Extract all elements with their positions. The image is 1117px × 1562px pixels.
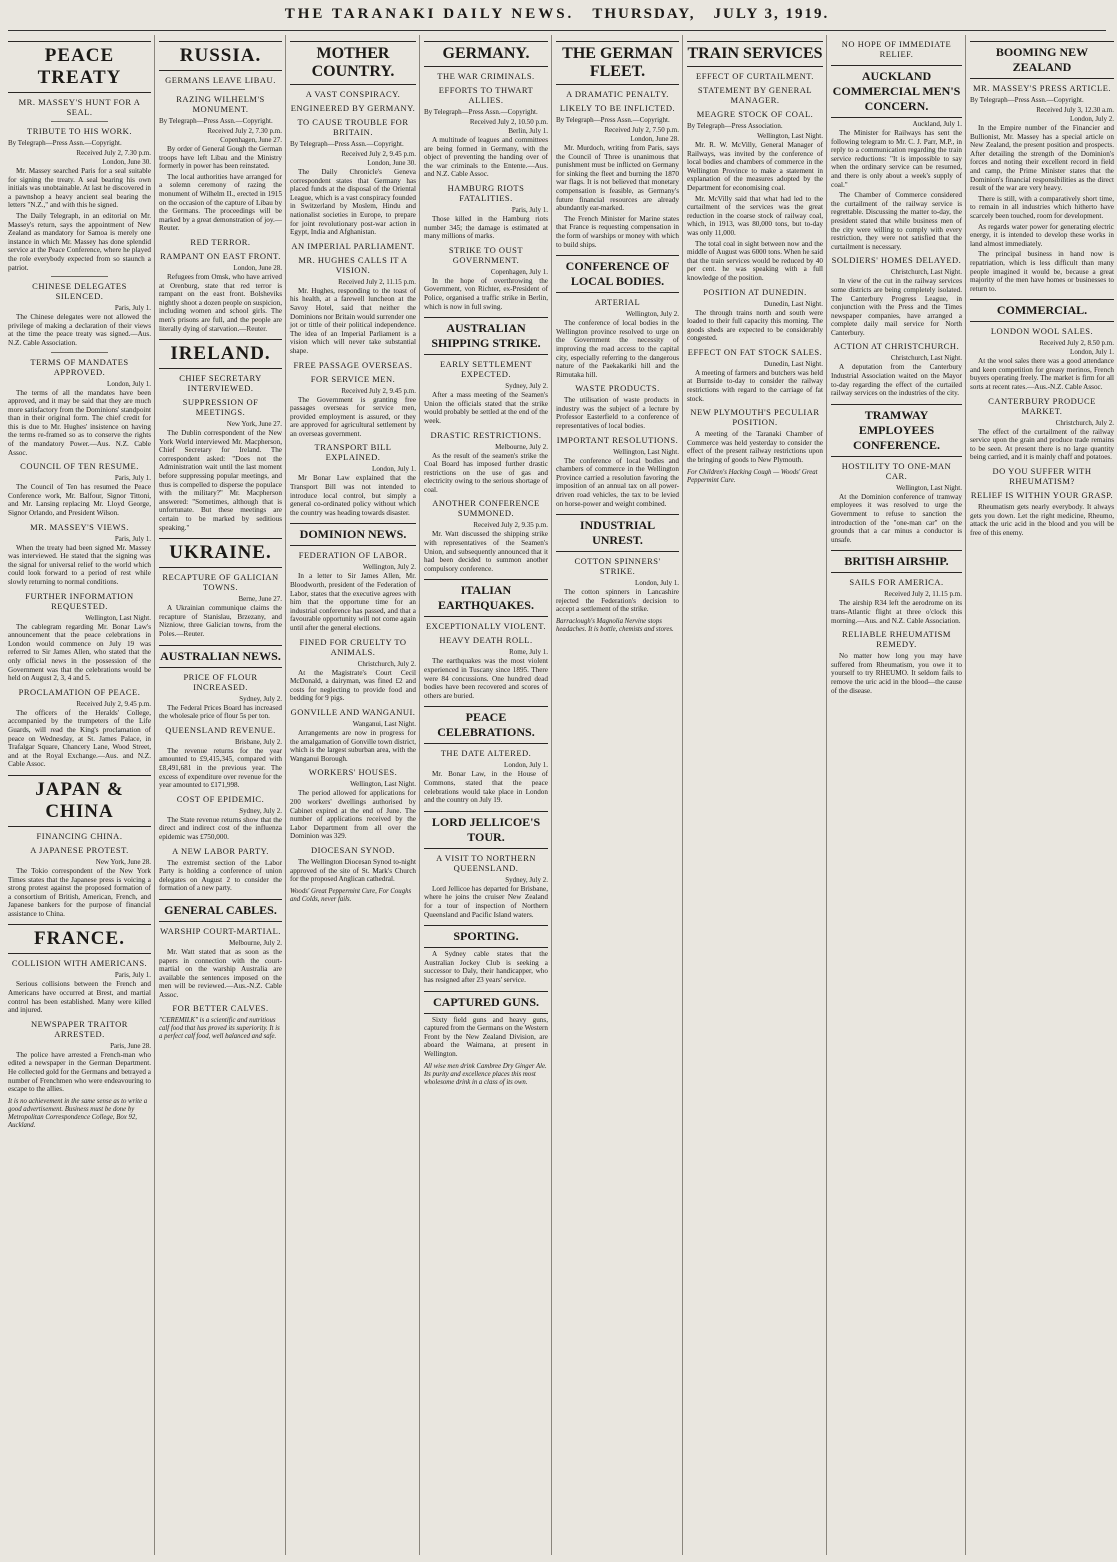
article-paragraph: The terms of all the mandates have been approved, and it may be said that they are much more satisfactory from the Dominions' standpoint than in their original form. The chief credit for this is due to Mr. Hughes' insistence on having the terms re-framed so as to conserve the rights of the mandatory Power.—Aus. N.Z. Cable Assoc. xyxy=(8,388,151,457)
dateline: London, June 28. xyxy=(233,263,282,272)
subhead: MR. MASSEY'S VIEWS. xyxy=(30,521,129,532)
article-paragraph: By order of General Gough the German troops have left Libau and the Ministry formerly in power has been reinstated. xyxy=(159,145,282,171)
article-paragraph: Rheumatism gets nearly everybody. It always gets you down. Let the right medicine, Rheumo, attack the uric acid in the blood and you will be free of this enemy. xyxy=(970,503,1114,537)
dateline: Wellington, July 2. xyxy=(362,563,416,572)
byline: By Telegraph—Press Assn.—Copyright. xyxy=(970,96,1084,104)
article-paragraph: In the Empire number of the Financier and Bullionist, Mr. Massey has a special article on New Zealand, the present position and prospects. After detailing the strength of the Dominion's forces and noting their excellent record in field and camp, the Prime Minister states that the Dominion's financial responsibilities as the direct result of the war are very heavy. xyxy=(970,124,1114,193)
dateline: Rome, July 1. xyxy=(509,648,548,657)
column-1 xyxy=(8,35,155,1555)
byline: By Telegraph—Press Assn.—Copyright. xyxy=(290,140,404,148)
subhead: RED TERROR. xyxy=(190,236,251,247)
subhead: STRIKE TO OUST GOVERNMENT. xyxy=(448,244,524,265)
article-paragraph: The Council of Ten has resumed the Peace Conference work, Mr. Balfour, Signor Tittoni, and Mr. Lansing replacing Mr. Lloyd George, Signor Orlando, and President Wilson. xyxy=(8,483,151,518)
subhead: FREE PASSAGE OVERSEAS. xyxy=(293,359,413,370)
article-paragraph: In the hope of overthrowing the Government, von Richter, ex-President of Police, organised a traffic strike in Berlin, which is now in full swing. xyxy=(424,276,548,311)
subhead: FOR SERVICE MEN. xyxy=(310,373,396,384)
issue-day: THURSDAY, xyxy=(592,6,696,22)
column-4 xyxy=(424,35,552,1555)
advertisement: Woods' Great Peppermint Cure, For Coughs and Colds, never fails. xyxy=(290,887,412,903)
subhead: FEDERATION OF LABOR. xyxy=(298,550,408,561)
dateline: Received July 2, 11.15 p.m. xyxy=(884,590,962,599)
divider xyxy=(196,89,245,90)
article-paragraph: The conference of local bodies and chambers of commerce in the Wellington Province carried a resolution favoring the imposition of an annual tax on all power-driven road vehicles, the tax to be levied on horse-power and weight combined. xyxy=(556,456,679,508)
article-paragraph: The cotton spinners in Lancashire rejected the Federation's decision to accept a settlement of the strike. xyxy=(556,588,679,614)
dateline: Auckland, July 1. xyxy=(912,120,962,128)
article-paragraph: At the wool sales there was a good attendance and keen competition for greasy merinos, French buyers operating freely. The market is firm for all sorts at recent rates.—Aus.-N.Z. Cable Assoc. xyxy=(970,357,1114,392)
dateline: London, July 1. xyxy=(504,761,548,770)
subhead: HEAVY DEATH ROLL. xyxy=(439,635,533,646)
subhead: RECAPTURE OF GALICIAN TOWNS. xyxy=(162,572,279,593)
dateline: Received July 2, 7.50 p.m. xyxy=(604,126,679,134)
headline-peace-celebrations: PEACE CELEBRATIONS. xyxy=(424,706,548,744)
subhead: NEW PLYMOUTH'S PECULIAR POSITION. xyxy=(690,407,820,428)
subhead: PROCLAMATION OF PEACE. xyxy=(18,686,141,697)
article-paragraph: The airship R34 left the aerodrome on its trans-Atlantic flight at three o'clock this morning.—Aus. and N.Z. Cable Association. xyxy=(831,599,962,625)
subhead: NEWSPAPER TRAITOR ARRESTED. xyxy=(31,1018,128,1039)
headline-japan-china: JAPAN & CHINA xyxy=(8,775,151,827)
headline-train-services: TRAIN SERVICES xyxy=(687,41,823,67)
subhead: EFFORTS TO THWART ALLIES. xyxy=(438,85,534,105)
subhead: MR. MASSEY'S PRESS ARTICLE. xyxy=(972,83,1112,93)
subhead: WORKERS' HOUSES. xyxy=(308,767,398,778)
subhead: ANOTHER CONFERENCE SUMMONED. xyxy=(432,498,540,519)
advertisement: "CEREMILK" is a scientific and nutritious calf food that has proved its superiority. It is a perfect calf food, well balanced and safe. xyxy=(159,1017,280,1041)
subhead: MR. MASSEY'S HUNT FOR A SEAL. xyxy=(18,97,141,117)
dateline: Sydney, July 2. xyxy=(505,875,548,884)
dateline: Paris, July 1. xyxy=(114,534,151,543)
headline-captured-guns: CAPTURED GUNS. xyxy=(424,991,548,1014)
article-paragraph: Lord Jellicoe has departed for Brisbane, where he joins the cruiser New Zealand for a tour of inspection of Northern Queensland and Pacific Island waters. xyxy=(424,884,548,919)
dateline: Received July 2, 11.15 p.m. xyxy=(338,277,416,286)
subhead: COST OF EPIDEMIC. xyxy=(176,793,265,804)
subhead: STATEMENT BY GENERAL MANAGER. xyxy=(697,85,813,105)
headline-germany: GERMANY. xyxy=(424,41,548,67)
subhead: FURTHER INFORMATION REQUESTED. xyxy=(25,590,134,611)
headline-conference-local-bodies: CONFERENCE OF LOCAL BODIES. xyxy=(556,255,679,293)
article-paragraph: A multitude of leagues and committees are being formed in Germany, with the object of preventing the handing over of the war criminals to the Entente.—Aus. and N.Z. Cable Assoc. xyxy=(424,136,548,179)
headline-german-fleet: THE GERMAN FLEET. xyxy=(556,41,679,85)
subhead: WARSHIP COURT-MARTIAL. xyxy=(160,925,281,936)
dateline: London, June 30. xyxy=(367,159,416,167)
article-paragraph: The Tokio correspondent of the New York Times states that the Japanese press is voicing a strong protest against the proposed formation of a consortium of British, American, French, and Japanese bankers for the purpose of financial assistance to China. xyxy=(8,866,151,918)
dateline: Melbourne, July 2. xyxy=(229,938,282,947)
subhead: TERMS OF MANDATES APPROVED. xyxy=(30,356,129,377)
subhead: LONDON WOOL SALES. xyxy=(990,326,1094,337)
headline-booming-new-zealand: BOOMING NEW ZEALAND xyxy=(970,41,1114,79)
article-paragraph: The total coal in sight between now and the middle of August was 6000 tons. When he said that the train services would be reduced by 40 per cent. he was speaking with a full knowledge of the position. xyxy=(687,239,823,282)
headline-dominion-news: DOMINION NEWS. xyxy=(290,523,416,546)
subhead: MEAGRE STOCK OF COAL. xyxy=(696,109,814,119)
dateline: Wellington, Last Night. xyxy=(613,447,679,456)
article-paragraph: When the treaty had been signed Mr. Massey was interviewed. He stated that the signing was the signal for universal relief to the world which could look forward to a period of rest while slowly returning to normal conditions. xyxy=(8,543,151,586)
headline-tramway-employees: TRAMWAY EMPLOYEES CONFERENCE. xyxy=(831,404,962,457)
article-paragraph: There is still, with a comparatively short time, to remain in all industries which hitherto have scarcely been touched, room for development. xyxy=(970,194,1114,220)
article-paragraph: Mr. Murdoch, writing from Paris, says the Council of Three is unanimous that punishment must be inflicted on Germany for sinking the fleet and burning the 1870 war flags. It is not believed that monetary compensation is feasible, as Germany's future financial resources are already abundantly ear-marked. xyxy=(556,144,679,213)
article-paragraph: Arrangements are now in progress for the amalgamation of Gonville town district, which is the largest suburban area, with the Wanganui Borough. xyxy=(290,728,416,763)
column-3 xyxy=(290,35,420,1555)
subhead: RELIEF IS WITHIN YOUR GRASP. xyxy=(970,490,1114,501)
subhead: GONVILLE AND WANGANUI. xyxy=(290,706,416,717)
dateline: Paris, June 28. xyxy=(110,1041,151,1050)
dateline: Christchurch, July 2. xyxy=(1055,418,1114,427)
dateline: Paris, July 1. xyxy=(511,205,548,214)
dateline: Received July 2, 9.35 p.m. xyxy=(473,521,548,530)
article-paragraph: The earthquakes was the most violent experienced in Tuscany since 1895. There were 84 concussions. One hundred dead bodies have been recovered and scores of others are buried. xyxy=(424,657,548,700)
subhead: DIOCESAN SYNOD. xyxy=(310,844,395,855)
article-paragraph: Sixty field guns and heavy guns, captured from the Germans on the Western Front by the New Zealand Division, are aboard the Waimana, at present in Wellington. xyxy=(424,1015,548,1058)
byline: By Telegraph—Press Assn.—Copyright. xyxy=(8,139,122,147)
advertisement: It is no achievement in the same sense as to write a good advertisement. Business must be done by Metropolitan Correspondence College, Box 92, Auckland. xyxy=(8,1097,148,1129)
subhead: RELIABLE RHEUMATISM REMEDY. xyxy=(842,629,951,650)
subhead: SOLDIERS' HOMES DELAYED. xyxy=(831,255,962,266)
subhead: TRIBUTE TO HIS WORK. xyxy=(27,126,132,136)
subhead: CHIEF SECRETARY INTERVIEWED. xyxy=(179,373,262,394)
columns xyxy=(8,35,1114,1555)
article-paragraph: The State revenue returns show that the direct and indirect cost of the influenza epidemic was £750,000. xyxy=(159,815,282,841)
article-paragraph: Mr. McVilly said that what had led to the curtailment of the services was the great reduction in the coarse stock of railway coal, which, in 1913, was 80,000 tons, but to-day was only 11,000. xyxy=(687,194,823,237)
subhead: THE WAR CRIMINALS. xyxy=(437,71,535,81)
article-paragraph: Mr. Massey searched Paris for a seal suitable for signing the treaty. A seal bearing his own initials was unobtainable. At last he discovered in a pawnshop a heavy ancient seal bearing the letters "N.Z.," and with this he signed. xyxy=(8,167,151,210)
article-paragraph: A deputation from the Canterbury Industrial Association waited on the Mayor to-day regarding the effect of the curtailed railway services on the industries of the city. xyxy=(831,363,962,398)
article-paragraph: The period allowed for applications for 200 workers' dwellings authorised by Cabinet expired at the end of June. The number of applications received by the Labor Department from all over the Dominion was 329. xyxy=(290,789,416,841)
dateline: Christchurch, July 2. xyxy=(357,659,416,668)
advertisement: Barraclough's Magnolia Nervine stops headaches. It is bottle, chemists and stores. xyxy=(556,618,674,633)
issue-date: JULY 3, 1919. xyxy=(713,6,830,22)
advertisement: All wise men drink Cambree Dry Ginger Ale. Its purity and excellence places this most wholesome drink in a class of its own. xyxy=(424,1062,547,1086)
headline-ireland: IRELAND. xyxy=(159,339,282,369)
article-paragraph: Mr. R. W. McVilly, General Manager of Railways, was invited by the conference of local bodies and chambers of commerce in the Wellington Province to make a statement in explanation of the measures adopted by the Department for economising coal. xyxy=(687,141,823,192)
article-paragraph: The Federal Prices Board has increased the wholesale price of flour 5s per ton. xyxy=(159,703,282,721)
byline: By Telegraph—Press Assn.—Copyright. xyxy=(424,108,538,116)
subhead: A NEW LABOR PARTY. xyxy=(172,845,269,856)
subhead: QUEENSLAND REVENUE. xyxy=(165,724,276,735)
subhead: SUPPRESSION OF MEETINGS. xyxy=(182,397,259,418)
article-paragraph: Those killed in the Hamburg riots number 345; the damage is estimated at many millions of marks. xyxy=(424,214,548,241)
article-paragraph: The effect of the curtailment of the railway service upon the grain and produce trade remains to be seen. At present there is no large quantity being carried, and it is mainly chaff and potatoes. xyxy=(970,427,1114,462)
article-paragraph: The French Minister for Marine states that France is requesting compensation in the form of warships or money with which to build ships. xyxy=(556,214,679,249)
subhead: NO HOPE OF IMMEDIATE RELIEF. xyxy=(841,39,952,59)
advertisement: For Children's Hacking Cough — Woods' Great Peppermint Cure. xyxy=(687,468,818,484)
article-paragraph: At the Magistrate's Court Cecil McDonald, a dairyman, was fined £2 and costs for neglecting to provide food and bedding for 9 pigs. xyxy=(290,668,416,703)
subhead: A DRAMATIC PENALTY. xyxy=(566,89,669,99)
column-5 xyxy=(556,35,683,1555)
subhead: FOR BETTER CALVES. xyxy=(172,1003,269,1014)
headline-mother-country: MOTHER COUNTRY. xyxy=(290,41,416,85)
headline-sporting: SPORTING. xyxy=(424,925,548,948)
subhead: RAZING WILHELM'S MONUMENT. xyxy=(176,94,265,114)
subhead: GERMANS LEAVE LIBAU. xyxy=(165,75,276,85)
subhead: EXCEPTIONALLY VIOLENT. xyxy=(425,621,546,632)
dateline: New York, June 28. xyxy=(95,857,151,866)
subhead: ARTERIAL xyxy=(594,297,641,308)
dateline: Received July 2, 9.45 p.m. xyxy=(76,699,151,708)
divider xyxy=(51,121,108,122)
subhead: IMPORTANT RESOLUTIONS. xyxy=(556,434,679,445)
subhead: FINED FOR CRUELTY TO ANIMALS. xyxy=(299,636,407,657)
dateline: Wellington, July 2. xyxy=(625,310,679,319)
subhead: CANTERBURY PRODUCE MARKET. xyxy=(988,395,1096,416)
article-paragraph: In view of the cut in the railway services some districts are being completely isolated. The Canterbury Progress League, in conjunction with the Press and the Times newspaper companies, have arranged a complete daily mail service for North Canterbury. xyxy=(831,277,962,337)
subhead: WASTE PRODUCTS. xyxy=(575,383,660,394)
dateline: Wellington, Last Night. xyxy=(896,483,962,492)
article-paragraph: The revenue returns for the year amounted to £9,415,345, compared with £8,491,681 in the previous year. The excess of expenditure over revenue for the year amounted to £171,998. xyxy=(159,746,282,790)
article-paragraph: Refugees from Omsk, who have arrived at Orenburg, state that red terror is rampant on the east front. Bolsheviks nightly shoot a dozen people on suspicion, including women and school girls. The men's prisons are full, and the people are literally dying of starvation.—Reuter. xyxy=(159,272,282,333)
dateline: Paris, July 1. xyxy=(114,304,151,313)
headline-british-airship: BRITISH AIRSHIP. xyxy=(831,550,962,573)
dateline: Sydney, July 2. xyxy=(239,806,282,815)
dateline: Received July 2, 8.50 p.m. xyxy=(1039,339,1114,348)
subhead: ACTION AT CHRISTCHURCH. xyxy=(833,341,960,352)
subhead: EFFECT ON FAT STOCK SALES. xyxy=(687,346,823,357)
article-paragraph: The utilisation of waste products in industry was the subject of a lecture by Professor Easterfield to a conference of representatives of local bodies. xyxy=(556,396,679,431)
headline-australian-shipping-strike: AUSTRALIAN SHIPPING STRIKE. xyxy=(424,317,548,355)
subhead: HAMBURG RIOTS FATALITIES. xyxy=(447,182,525,203)
article-paragraph: The Daily Chronicle's Geneva correspondent states that Germany has placed funds at the disposal of the Oriental League, which is a vast conspiracy founded in Switzerland by Moslem, Hindu and nationalist societies in Europe, to prepare for joint revolutionary post-war action in Egypt, India and Afghanistan. xyxy=(290,168,416,237)
byline: By Telegraph—Press Assn.—Copyright. xyxy=(159,117,273,125)
article-paragraph: The officers of the Heralds' College, accompanied by the trumpeters of the Life Guards, will read the King's proclamation of peace on Wednesday, at St. James Palace, in Trafalgar Square, Chancery Lane, Wood Street, and at the Royal Exchange.—Aus. and N.Z. Cable Assoc. xyxy=(8,708,151,769)
dateline: Copenhagen, July 1. xyxy=(490,267,548,276)
article-paragraph: A meeting of the Taranaki Chamber of Commerce was held yesterday to consider the effect of the present railway restrictions upon the bringing of goods to New Plymouth. xyxy=(687,430,823,465)
subhead: A JAPANESE PROTEST. xyxy=(30,844,129,855)
dateline: Paris, July 1. xyxy=(114,474,151,483)
divider xyxy=(51,352,108,353)
article-paragraph: The local authorities have arranged for a solemn ceremony of razing the monument of Wilhelm II., erected in 1915 on the occasion of the capture of Libau by the Germans. The proceedings will be marked by a great demonstration of joy.—Reuter. xyxy=(159,172,282,233)
subhead: DO YOU SUFFER WITH RHEUMATISM? xyxy=(992,466,1092,487)
dateline: Received July 3, 12.30 a.m. xyxy=(1036,106,1114,114)
dateline: Melbourne, July 2. xyxy=(495,442,548,451)
article-paragraph: The through trains north and south were loaded to their full capacity this morning. The goods sheds are expected to be considerably congested. xyxy=(687,308,823,343)
subhead: COTTON SPINNERS' STRIKE. xyxy=(574,556,661,577)
article-paragraph: The Government is granting free passages overseas for service men, provided employment is assured, or they are approved for agricultural settlement by an overseas government. xyxy=(290,395,416,438)
article-paragraph: No matter how long you may have suffered from Rheumatism, you owe it to yourself to try RHEUMO. It seldom fails to remove the uric acid in the blood—the cause of the disease. xyxy=(831,652,962,695)
subhead: COUNCIL OF TEN RESUME. xyxy=(20,461,139,472)
article-paragraph: At the Dominion conference of tramway employees it was resolved to urge the Government to refuse to sanction the introduction of the "one-man car" on the grounds that a car minus a conductor is unsafe. xyxy=(831,492,962,544)
article-paragraph: Mr. Watt stated that as soon as the papers in connection with the court-martial on the warship Australia are available the sentences imposed on the men will be reviewed.—Aus.-N.Z. Cable Assoc. xyxy=(159,947,282,999)
article-paragraph: As the result of the seamen's strike the Coal Board has imposed further drastic restrictions on the use of gas and electricity owing to the serious shortage of coal. xyxy=(424,451,548,494)
dateline: Received July 2, 7.30 p.m. xyxy=(76,149,151,157)
headline-ukraine: UKRAINE. xyxy=(159,538,282,568)
headline-australian-news: AUSTRALIAN NEWS. xyxy=(159,645,282,668)
subhead: LIKELY TO BE INFLICTED. xyxy=(559,103,676,113)
article-paragraph: The Daily Telegraph, in an editorial on Mr. Massey's return, says the appointment of New Zealand as mandatory for Samoa is merely one instance in which Mr. Massey has done splendid service at the Peace Conference, where he played the role everybody expected from so staunch a patriot. xyxy=(8,211,151,272)
column-8 xyxy=(970,35,1117,1555)
dateline: Received July 2, 9.45 p.m. xyxy=(341,386,416,395)
dateline: Received July 2, 10.50 p.m. xyxy=(469,118,548,126)
subhead: COLLISION WITH AMERICANS. xyxy=(11,958,148,969)
article-paragraph: The cablegram regarding Mr. Bonar Law's announcement that the peace celebrations in London would commence on July 19 was referred to Sir James Allen, who stated that the only official news in the possession of the Government was that the celebrations would be held on August 2, 3, 4 and 5. xyxy=(8,622,151,683)
headline-industrial-unrest: INDUSTRIAL UNREST. xyxy=(556,514,679,552)
headline-italian-earthquakes: ITALIAN EARTHQUAKES. xyxy=(424,579,548,617)
article-paragraph: The Chamber of Commerce considered the curtailment of the railway service is regrettable. Discussing the matter to-day, the president stated that while business men of the city were willing to comply with every restriction, they were not satisfied that the curtailment is necessary. xyxy=(831,191,962,251)
article-paragraph: After a mass meeting of the Seamen's Union the officials stated that the strike would probably be settled at the end of the week. xyxy=(424,391,548,425)
dateline: Wellington, Last Night. xyxy=(85,613,151,622)
article-paragraph: A Sydney cable states that the Australian Jockey Club is seeking a successor to Daly, their handicapper, who has resigned after 23 years' service. xyxy=(424,950,548,984)
dateline: London, July 1. xyxy=(107,379,151,388)
subhead: TRANSPORT BILL EXPLAINED. xyxy=(314,442,392,463)
article-paragraph: Mr. Hughes, responding to the toast of his health, at a farewell luncheon at the Savoy Hotel, said that neither the Dominions nor Britain would surrender one jot or tittle of their political independence. The idea of an Imperial Parliament is a vision which will never take substantial shape. xyxy=(290,286,416,355)
subhead: PRICE OF FLOUR INCREASED. xyxy=(183,671,258,692)
dateline: London, July 1. xyxy=(372,465,416,474)
dateline: Brisbane, July 2. xyxy=(234,737,282,746)
article-paragraph: Mr. Watt discussed the shipping strike with representatives of the Seamen's Union, and subsequently announced that it had been decided to summon another compulsory conference. xyxy=(424,530,548,573)
article-paragraph: In a letter to Sir James Allen, Mr. Bloodworth, president of the Federation of Labor, states that the executive agrees with him that the opportune time for an industrial conference has passed, and that a favourable opportunity will not come again until after the general elections. xyxy=(290,572,416,632)
article-paragraph: The conference of local bodies in the Wellington province resolved to urge on the Government the necessity of improving the road access to the capital city, especially referring to the dangerous nature of the Paekakariki hill and the Rimutaka hill. xyxy=(556,319,679,379)
headline-peace-treaty: PEACE TREATY xyxy=(8,41,151,93)
column-6 xyxy=(687,35,827,1555)
article-paragraph: Mr. Bonar Law, in the House of Commons, stated that the peace celebrations would take place in London and the country on July 19. xyxy=(424,770,548,805)
byline: By Telegraph—Press Association. xyxy=(687,122,783,130)
column-7 xyxy=(831,35,966,1555)
headline-commercial: COMMERCIAL. xyxy=(970,299,1114,322)
dateline: London, July 1. xyxy=(635,579,679,588)
article-paragraph: As regards water power for generating electric energy, it is intended to develop these works in land almost immediately. xyxy=(970,222,1114,248)
article-paragraph: The Dublin correspondent of the New York World interviewed Mr. Macpherson, Chief Secretary for Ireland. The correspondent asked: "Does not the Administration wait until the last moment before suppressing popular meetings, and thus is compelled to disperse the populace with the military?" Mr. Macpherson answered: "Sometimes, although that is unfortunate. But these meetings are certain to be marked by seditious speaking." xyxy=(159,429,282,532)
dateline: Christchurch, Last Night. xyxy=(890,354,962,363)
article-paragraph: The police have arrested a French-man who edited a newspaper in the German Department. He collected gold for the Germans and betrayed a number of Frenchmen who were endeavouring to escape to the allies. xyxy=(8,1050,151,1094)
subhead: RAMPANT ON EAST FRONT. xyxy=(160,250,281,261)
dateline: Berne, June 27. xyxy=(238,595,282,604)
headline-general-cables: GENERAL CABLES. xyxy=(159,899,282,922)
dateline: Paris, July 1. xyxy=(114,971,151,980)
subhead: A VISIT TO NORTHERN QUEENSLAND. xyxy=(436,852,536,873)
subhead: A VAST CONSPIRACY. xyxy=(305,89,401,99)
dateline: London, July 1. xyxy=(1070,348,1114,357)
dateline: Berlin, July 1. xyxy=(508,127,548,135)
dateline: Copenhagen, June 27. xyxy=(220,136,282,144)
article-paragraph: A meeting of farmers and butchers was held at Burnside to-day to consider the railway restrictions with regard to the carriage of fat stock. xyxy=(687,368,823,403)
headline-auckland-concern: AUCKLAND COMMERCIAL MEN'S CONCERN. xyxy=(831,65,962,118)
dateline: London, June 30. xyxy=(102,158,151,166)
headline-lord-jellicoe: LORD JELLICOE'S TOUR. xyxy=(424,811,548,849)
headline-russia: RUSSIA. xyxy=(159,41,282,71)
subhead: HOSTILITY TO ONE-MAN CAR. xyxy=(841,460,952,481)
article-paragraph: Mr Bonar Law explained that the Transport Bill was not intended to introduce local control, but simply a general co-ordinated policy without which the country was heading towards disaster. xyxy=(290,474,416,517)
subhead: TO CAUSE TROUBLE FOR BRITAIN. xyxy=(297,117,409,137)
newspaper-title: THE TARANAKI DAILY NEWS. xyxy=(284,6,575,22)
dateline: Sydney, July 2. xyxy=(239,694,282,703)
subhead: MR. HUGHES CALLS IT A VISION. xyxy=(298,254,408,275)
subhead: THE DATE ALTERED. xyxy=(440,748,532,759)
subhead: ENGINEERED BY GERMANY. xyxy=(290,103,416,113)
subhead: POSITION AT DUNEDIN. xyxy=(703,286,807,297)
subhead: SAILS FOR AMERICA. xyxy=(849,577,944,588)
dateline: Christchurch, Last Night. xyxy=(890,268,962,277)
divider xyxy=(51,276,108,277)
dateline: London, June 28. xyxy=(630,135,679,143)
dateline: New York, June 27. xyxy=(226,420,282,429)
article-paragraph: The Chinese delegates were not allowed the privilege of making a declaration of their views at the time the peace treaty was signed.—Aus. N.Z. Cable Association. xyxy=(8,313,151,347)
dateline: Dunedin, Last Night. xyxy=(763,299,823,308)
dateline: Wellington, Last Night. xyxy=(757,132,823,140)
dateline: Sydney, July 2. xyxy=(505,382,548,391)
subhead: EFFECT OF CURTAILMENT. xyxy=(696,71,814,81)
subhead: CHINESE DELEGATES SILENCED. xyxy=(32,281,127,302)
dateline: Wanganui, Last Night. xyxy=(352,719,416,728)
column-2 xyxy=(159,35,286,1555)
byline: By Telegraph—Press Assn.—Copyright. xyxy=(556,116,670,124)
article-paragraph: The Minister for Railways has sent the following telegram to Mr. C. J. Parr, M.P., in reply to a communication regarding the train service reductions: "It is impossible to say when the ordinary service can be resumed, and there is only about a week's supply of coal." xyxy=(831,129,962,189)
masthead xyxy=(8,6,1106,31)
dateline: Dunedin, Last Night. xyxy=(763,359,823,368)
headline-france: FRANCE. xyxy=(8,924,151,954)
dateline: London, July 2. xyxy=(1070,115,1114,123)
subhead: AN IMPERIAL PARLIAMENT. xyxy=(291,240,415,251)
dateline: Wellington, Last Night. xyxy=(350,780,416,789)
dateline: Received July 2, 7.30 p.m. xyxy=(207,127,282,135)
article-paragraph: The Wellington Diocesan Synod to-night approved of the site of St. Mark's Church for the proposed Anglican cathedral. xyxy=(290,857,416,884)
article-paragraph: The extremist section of the Labor Party is holding a conference of union delegates on August 2 to consider the formation of a new party. xyxy=(159,858,282,893)
dateline: Received July 2, 9.45 p.m. xyxy=(341,150,416,158)
article-paragraph: Serious collisions between the French and Americans have occurred at Brest, and martial control has been established. Many were killed and injured. xyxy=(8,980,151,1015)
subhead: DRASTIC RESTRICTIONS. xyxy=(430,429,542,440)
subhead: FINANCING CHINA. xyxy=(36,830,123,841)
subhead: EARLY SETTLEMENT EXPECTED. xyxy=(439,359,533,380)
article-paragraph: The principal business in hand now is repatriation, which is less difficult than many people imagined it would be, because a great majority of the men have homes or businesses to return to. xyxy=(970,250,1114,293)
article-paragraph: A Ukrainian communique claims the recapture of Stanislau, Brzezany, and Nizniow, three Galician towns, from the Poles.—Reuter. xyxy=(159,604,282,638)
